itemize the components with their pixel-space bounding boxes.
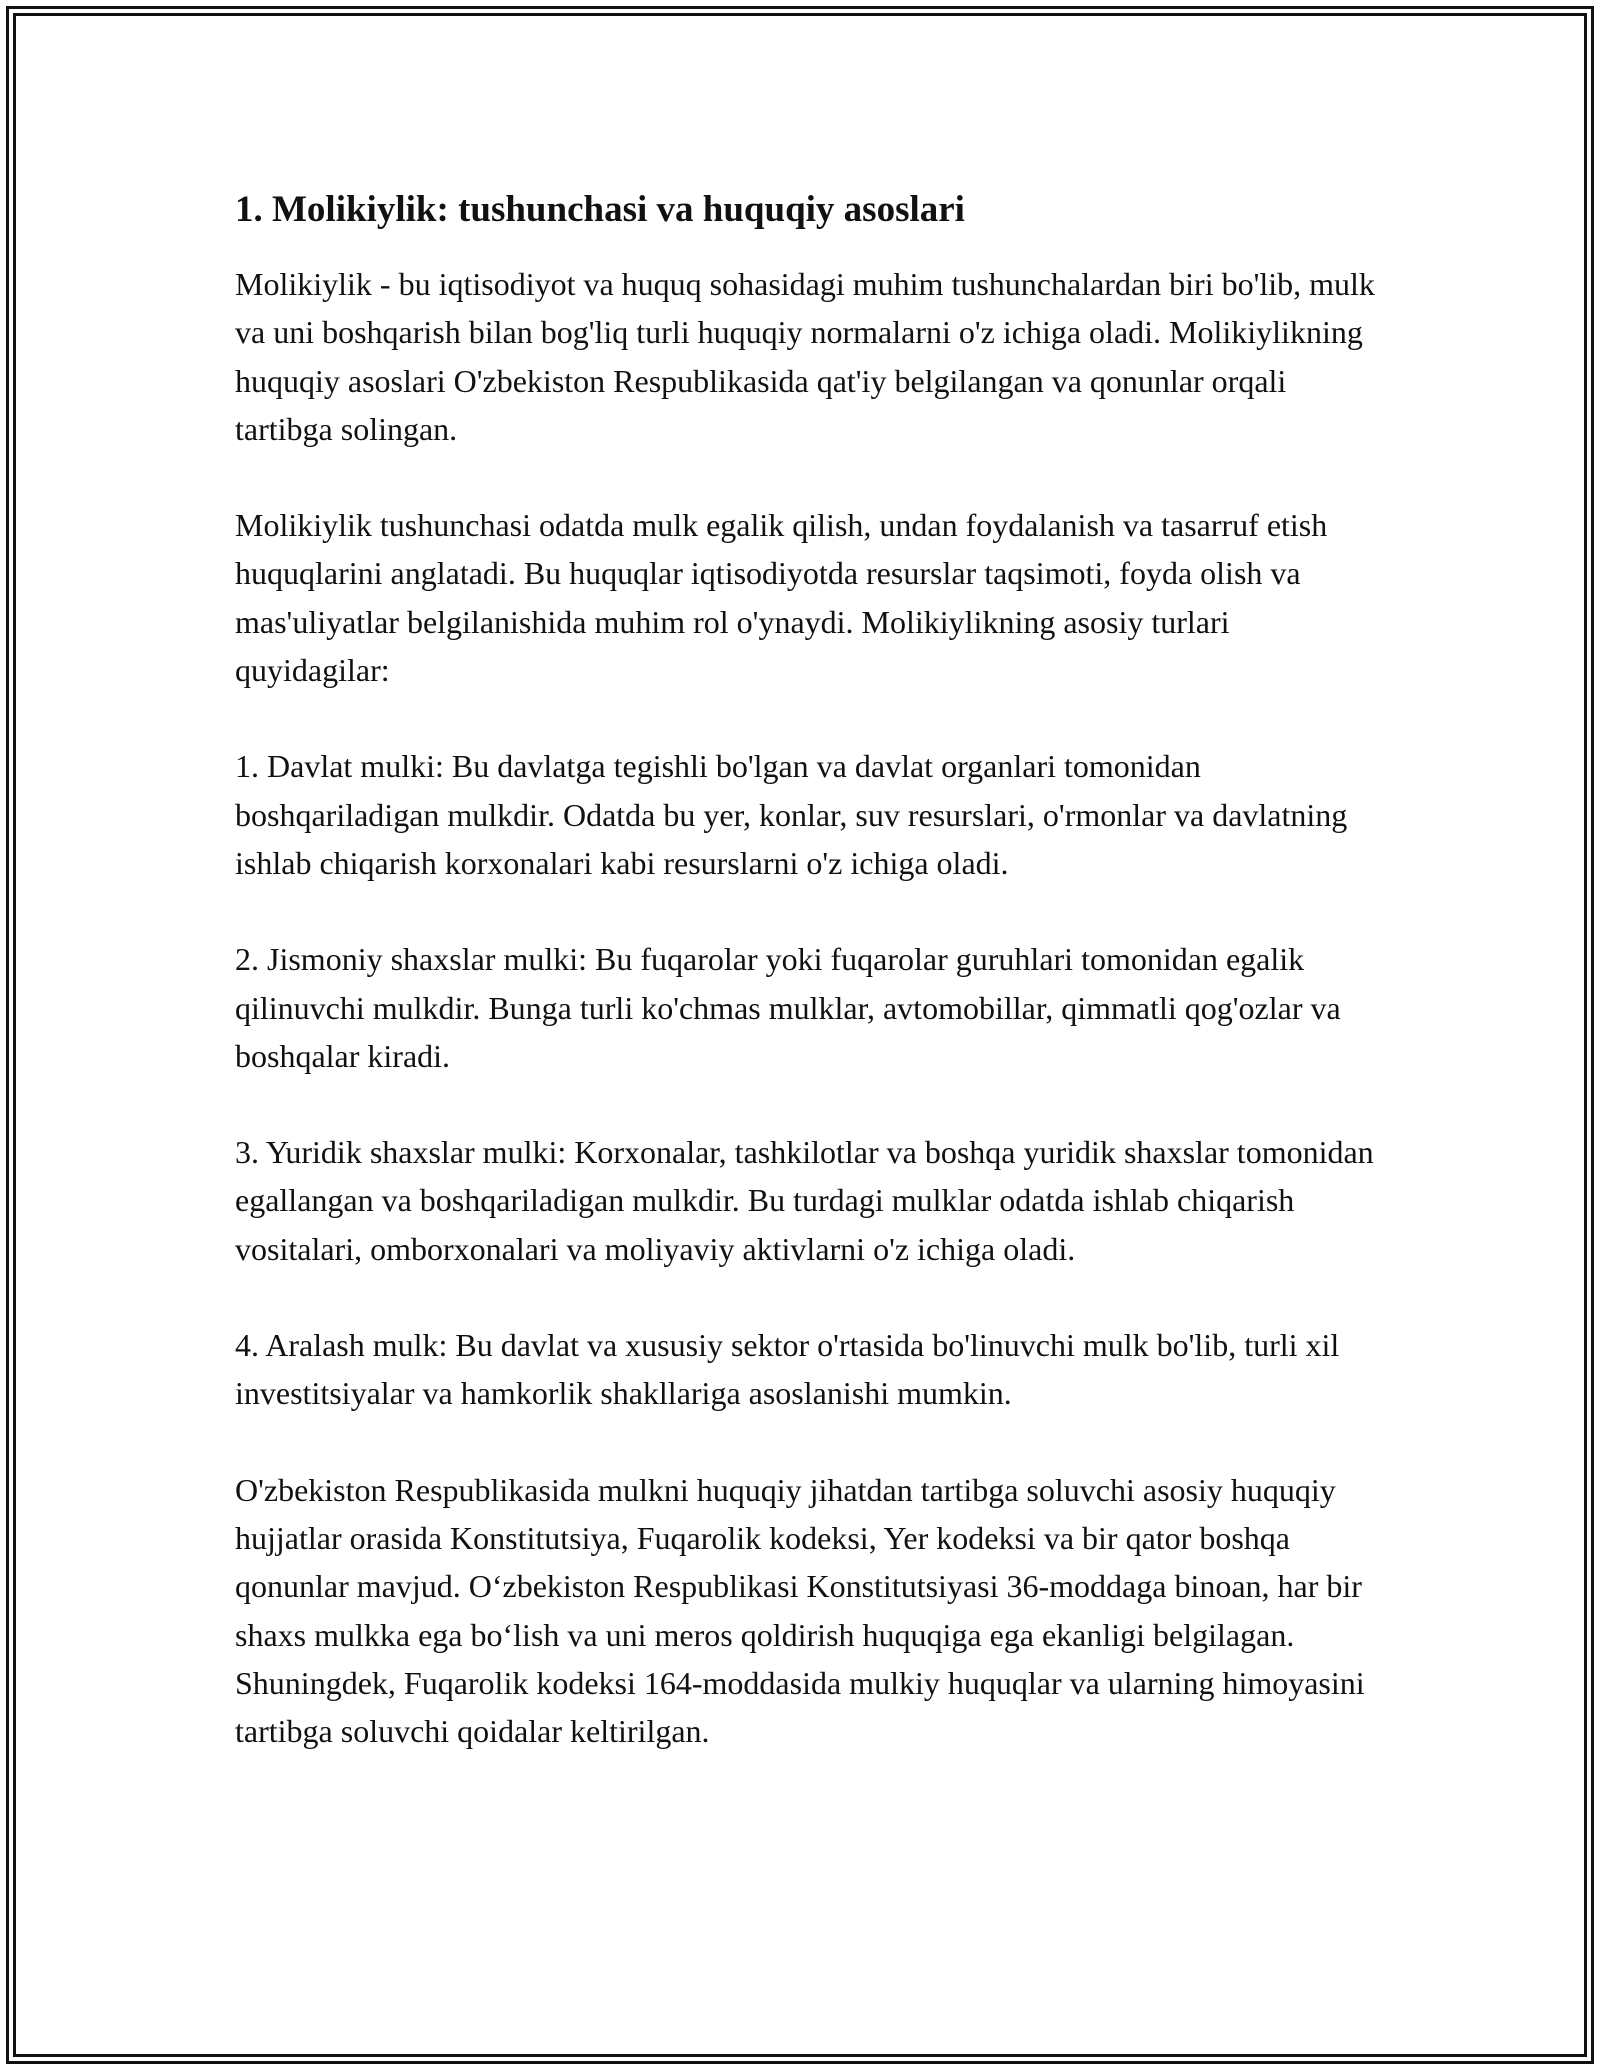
list-item-individual-property: 2. Jismoniy shaxslar mulki: Bu fuqarolar yoki fuqarolar guruhlari tomonidan egalik qilinuvchi mulkdir. Bunga turli ko'chmas mulklar, avtomobillar, qimmatli qog'ozlar va boshqalar kiradi.: [235, 941, 1341, 1074]
paragraph-intro: Molikiylik - bu iqtisodiyot va huquq sohasidagi muhim tushunchalardan biri bo'lib, mulk va uni boshqarish bilan bog'liq turli huquqiy normalarni o'z ichiga oladi. Molikiylikning huquqiy asoslari O'zbekiston Respublikasida qat'iy belgilangan va qonunlar orqali tartibga solingan.: [235, 266, 1375, 447]
list-item-state-property: 1. Davlat mulki: Bu davlatga tegishli bo'lgan va davlat organlari tomonidan boshqariladigan mulkdir. Odatda bu yer, konlar, suv resurslari, o'rmonlar va davlatning ishlab chiqarish korxonalari kabi resurslarni o'z ichiga oladi.: [235, 748, 1348, 881]
list-item-legal-entity-property: 3. Yuridik shaxslar mulki: Korxonalar, tashkilotlar va boshqa yuridik shaxslar tomonidan egallangan va boshqariladigan mulkdir. Bu turdagi mulklar odatda ishlab chiqarish vositalari, omborxonalari va moliyaviy aktivlarni o'z ichiga oladi.: [235, 1134, 1374, 1267]
document-body: [235, 186, 1375, 1803]
paragraph-legal-basis: O'zbekiston Respublikasida mulkni huquqiy jihatdan tartibga soluvchi asosiy huquqiy hujjatlar orasida Konstitutsiya, Fuqarolik kodeksi, Yer kodeksi va bir qator boshqa qonunlar mavjud. O‘zbekiston Respublikasi Konstitutsiyasi 36-moddaga binoan, har bir shaxs mulkka ega bo‘lish va uni meros qoldirish huquqiga ega ekanligi belgilagan. Shuningdek, Fuqarolik kodeksi 164-moddasida mulkiy huquqlar va ularning himoyasini tartibga soluvchi qoidalar keltirilgan.: [235, 1471, 1365, 1750]
section-title: 1. Molikiylik: tushunchasi va huquqiy asoslari: [235, 189, 965, 230]
paragraph-concept: Molikiylik tushunchasi odatda mulk egalik qilish, undan foydalanish va tasarruf etish huquqlarini anglatadi. Bu huquqlar iqtisodiyotda resurslar taqsimoti, foyda olish va mas'uliyatlar belgilanishida muhim rol o'ynaydi. Molikiylikning asosiy turlari quyidagilar:: [235, 507, 1328, 689]
list-item-mixed-property: 4. Aralash mulk: Bu davlat va xususiy sektor o'rtasida bo'linuvchi mulk bo'lib, turli xil investitsiyalar va hamkorlik shakllariga asoslanishi mumkin.: [235, 1327, 1340, 1412]
